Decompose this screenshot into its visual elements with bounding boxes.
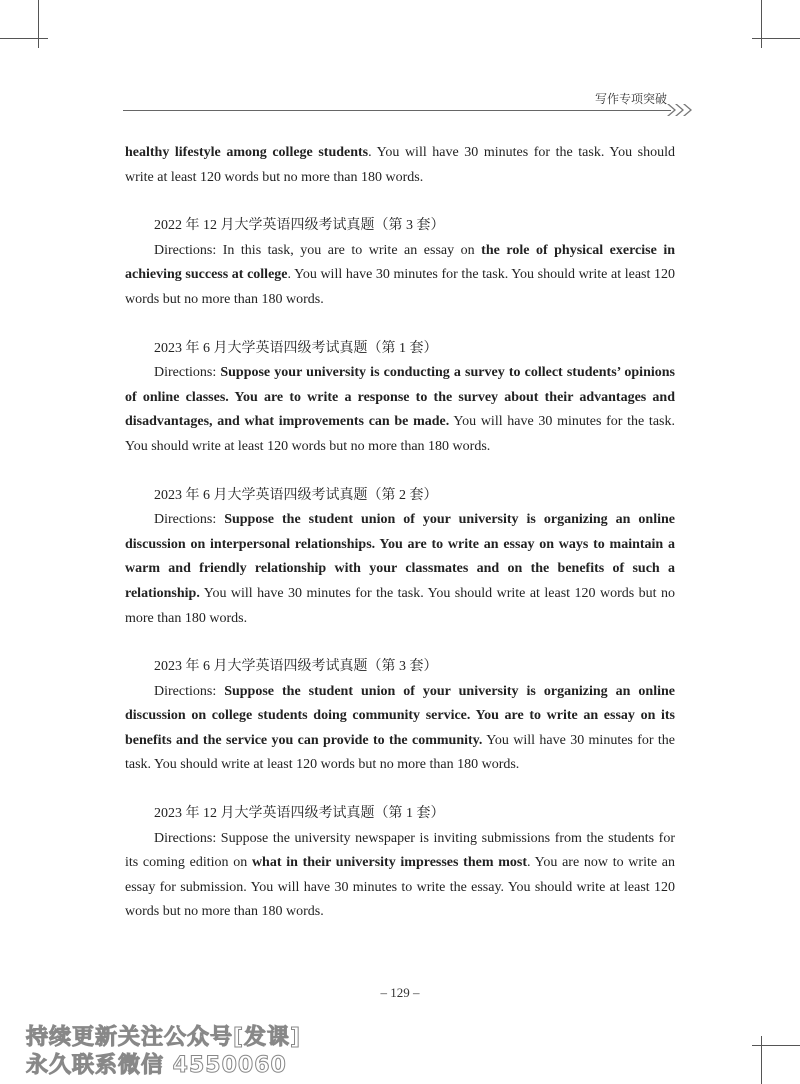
bold-topic: healthy lifestyle among college students [125, 145, 369, 160]
chevron-right-icon [667, 102, 697, 118]
crop-mark [752, 1045, 800, 1046]
exam-section [125, 802, 675, 925]
continued-paragraph: healthy lifestyle among college students. You will have 30 minutes for the task. You should write at least 120 words but no more than 180 words. [125, 145, 675, 185]
section-heading: 2022 年 12 月大学英语四级考试真题（第 3 套） [154, 218, 445, 234]
directions-paragraph: Directions: In this task, you are to write an essay on the role of physical exercise in achieving success at college. You will have 30 minutes for the task. You should write at least 120 words but no more than 180 words. [125, 242, 676, 307]
section-heading: 2023 年 6 月大学英语四级考试真题（第 1 套） [154, 340, 438, 356]
exam-section [125, 337, 675, 460]
directions-paragraph: Directions: Suppose the student union of your university is organizing an online discussion on college students doing community service. You are to write an essay on its benefits and the service you can provide to the community. You will have 30 minutes for the task. You should write at least 120 words but no more than 180 words. [125, 683, 675, 773]
watermark-line: 永久联系微信 4550060 [26, 1053, 287, 1078]
crop-mark [761, 1036, 762, 1084]
section-heading: 2023 年 6 月大学英语四级考试真题（第 2 套） [154, 487, 438, 503]
crop-mark [761, 0, 762, 48]
page-content [125, 141, 675, 949]
header-rule [123, 110, 671, 111]
running-header-title: 写作专项突破 [594, 92, 667, 106]
section-heading: 2023 年 12 月大学英语四级考试真题（第 1 套） [154, 806, 445, 822]
crop-mark [0, 38, 48, 39]
exam-section [125, 214, 675, 312]
directions-paragraph: Directions: Suppose the student union of your university is organizing an online discussion on interpersonal relationships. You are to write an essay on ways to maintain a warm and friendly relationship with your classmates and on the benefits of such a relationship. You will have 30 minutes for the task. You should write at least 120 words but no more than 180 words. [125, 512, 675, 626]
directions-paragraph: Directions: Suppose the university newspaper is inviting submissions from the students for its coming edition on what in their university impresses them most. You are now to write an essay for submission. You will have 30 minutes to write the essay. You should write at least 120 words but no more than 180 words. [125, 830, 675, 920]
exam-section [125, 655, 675, 778]
crop-mark [752, 38, 800, 39]
directions-paragraph: Directions: Suppose your university is conducting a survey to collect students’ opinions of online classes. You are to write a response to the survey about their advantages and disadvantages, and what improvements can be made. You will have 30 minutes for the task. You should write at least 120 words but no more than 180 words. [125, 365, 675, 454]
section-heading: 2023 年 6 月大学英语四级考试真题（第 3 套） [154, 659, 438, 675]
page-number: – 129 – [380, 985, 420, 1000]
watermark-line: 持续更新关注公众号[发课] [26, 1025, 302, 1050]
exam-section [125, 484, 675, 632]
crop-mark [38, 0, 39, 48]
